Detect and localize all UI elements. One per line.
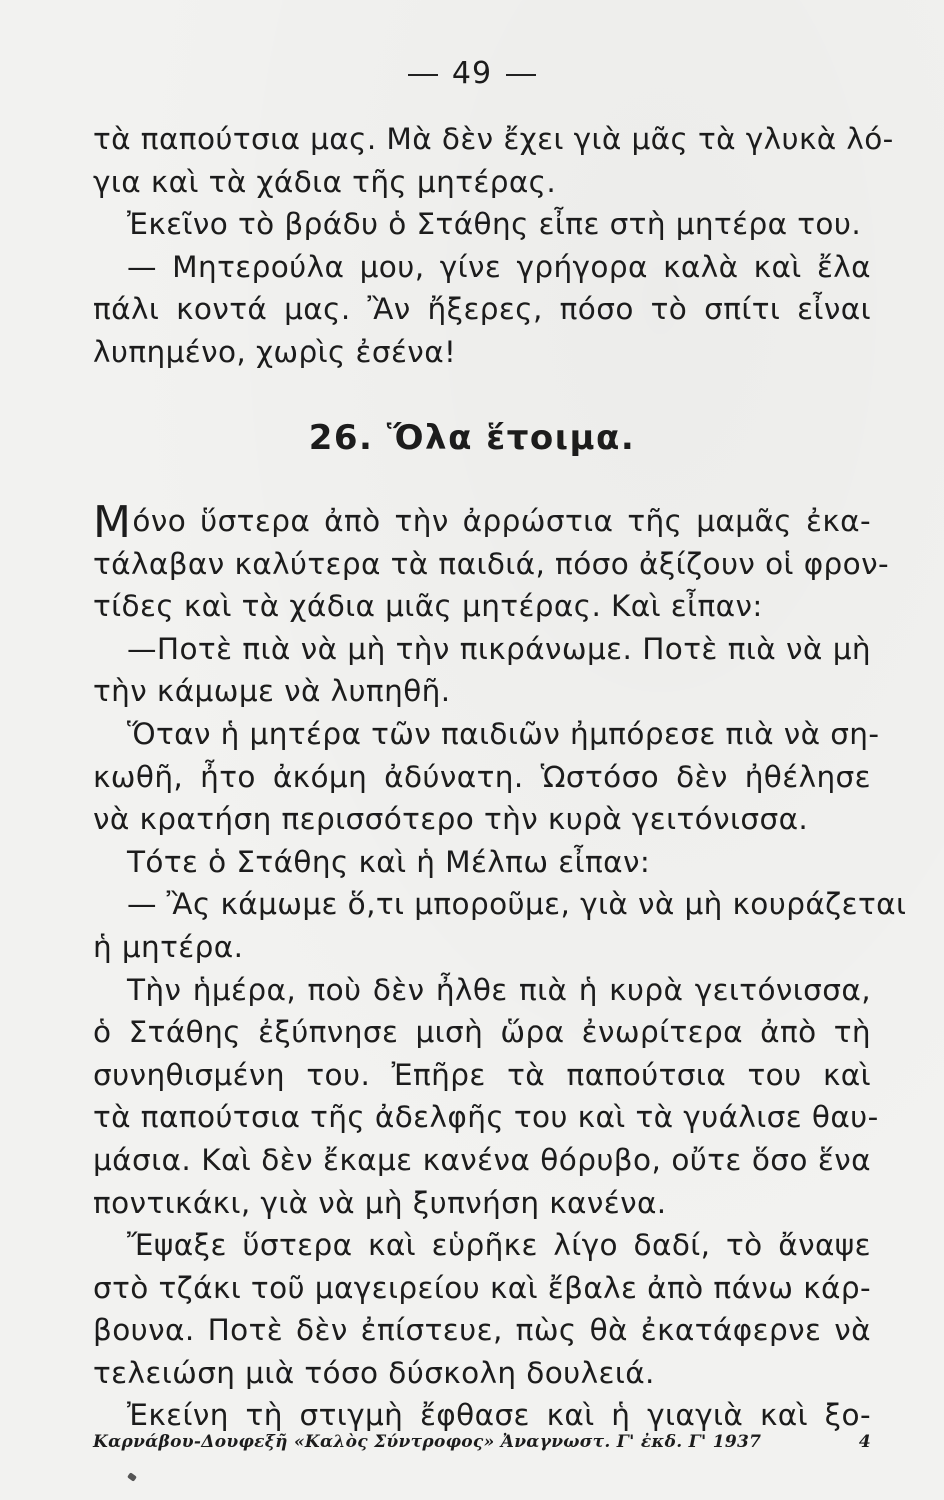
text-line: ποντικάκι, γιὰ νὰ μὴ ξυπνήση κανένα.: [93, 1185, 667, 1220]
text-line: Ἔψαξε ὕστερα καὶ εὑρῆκε λίγο δαδί, τὸ ἄναψε: [127, 1228, 871, 1263]
paragraph-continued: [93, 118, 894, 374]
text-line: ἡ μητέρα.: [93, 929, 244, 964]
footer-publication: Καρνάβου-Δουφεξῆ «Καλὸς Σύντροφος» Ἀναγνωστ. Γ' ἐκδ. Γ' 1937: [93, 1432, 762, 1452]
header-dash-right: [506, 74, 536, 76]
page-number: 49: [451, 56, 493, 91]
text-line: τὰ παπούτσια τῆς ἀδελφῆς του καὶ τὰ γυάλισε θαυ-: [93, 1100, 879, 1135]
first-line-text: όνο ὕστερα ἀπὸ τὴν ἀρρώστια τῆς μαμᾶς ἐκα-: [132, 504, 871, 538]
text-line: τὴν κάμωμε νὰ λυπηθῆ.: [93, 674, 451, 709]
text-line: για καὶ τὰ χάδια τῆς μητέρας.: [93, 164, 557, 199]
text-line: κωθῆ, ἦτο ἀκόμη ἀδύνατη. Ὡστόσο δὲν ἠθέλησε: [93, 759, 871, 794]
text-line: Τότε ὁ Στάθης καὶ ἡ Μέλπω εἶπαν:: [127, 844, 651, 879]
section-body: [93, 497, 907, 1437]
header-dash-left: [408, 74, 438, 76]
text-line: Ἐκεῖνο τὸ βράδυ ὁ Στάθης εἶπε στὴ μητέρα του.: [127, 207, 862, 242]
text-line: λυπημένο, χωρὶς ἐσένα!: [93, 334, 457, 369]
text-line: Ἐκείνη τὴ στιγμὴ ἔφθασε καὶ ἡ γιαγιὰ καὶ ξο-: [127, 1398, 871, 1433]
page-header: [0, 56, 944, 91]
text-line: συνηθισμένη του. Ἐπῆρε τὰ παπούτσια του καὶ: [93, 1057, 871, 1092]
text-line: τάλαβαν καλύτερα τὰ παιδιά, πόσο ἀξίζουν οἱ φρον-: [93, 546, 890, 581]
text-line: νὰ κρατήση περισσότερο τὴν κυρὰ γειτόνισσα.: [93, 802, 809, 837]
text-line: ὁ Στάθης ἐξύπνησε μισὴ ὥρα ἐνωρίτερα ἀπὸ τὴ: [93, 1015, 871, 1050]
text-line-first: [93, 497, 871, 548]
text-line: πάλι κοντά μας. Ἂν ἤξερες, πόσο τὸ σπίτι εἶναι: [93, 292, 871, 327]
text-line: τελειώση μιὰ τόσο δύσκολη δουλειά.: [93, 1355, 655, 1390]
ink-speck: [127, 1472, 137, 1482]
drop-cap: Μ: [93, 497, 132, 548]
text-line: Ὅταν ἡ μητέρα τῶν παιδιῶν ἠμπόρεσε πιὰ νὰ ση-: [127, 716, 880, 751]
text-line: στὸ τζάκι τοῦ μαγειρείου καὶ ἔβαλε ἀπὸ πάνω κάρ-: [93, 1270, 871, 1305]
text-line: τίδες καὶ τὰ χάδια μιᾶς μητέρας. Καὶ εἶπαν:: [93, 589, 763, 624]
text-line: —Ποτὲ πιὰ νὰ μὴ τὴν πικράνωμε. Ποτὲ πιὰ νὰ μὴ: [127, 631, 871, 666]
text-line: — Ἂς κάμωμε ὅ,τι μποροῦμε, γιὰ νὰ μὴ κουράζεται: [127, 887, 907, 922]
page-footer: [93, 1432, 871, 1452]
footer-signature-number: 4: [858, 1432, 871, 1452]
text-line: Τὴν ἡμέρα, ποὺ δὲν ἦλθε πιὰ ἡ κυρὰ γειτόνισσα,: [127, 972, 871, 1007]
text-line: βουνα. Ποτὲ δὲν ἐπίστευε, πὼς θὰ ἐκατάφερνε νὰ: [93, 1313, 871, 1348]
text-line: τὰ παπούτσια μας. Μὰ δὲν ἔχει γιὰ μᾶς τὰ γλυκὰ λό-: [93, 122, 894, 156]
text-line: μάσια. Καὶ δὲν ἔκαμε κανένα θόρυβο, οὔτε ὅσο ἕνα: [93, 1142, 871, 1177]
section-title: 26. Ὅλα ἕτοιμα.: [308, 418, 636, 458]
text-line: — Μητερούλα μου, γίνε γρήγορα καλὰ καὶ ἔλα: [127, 249, 871, 284]
